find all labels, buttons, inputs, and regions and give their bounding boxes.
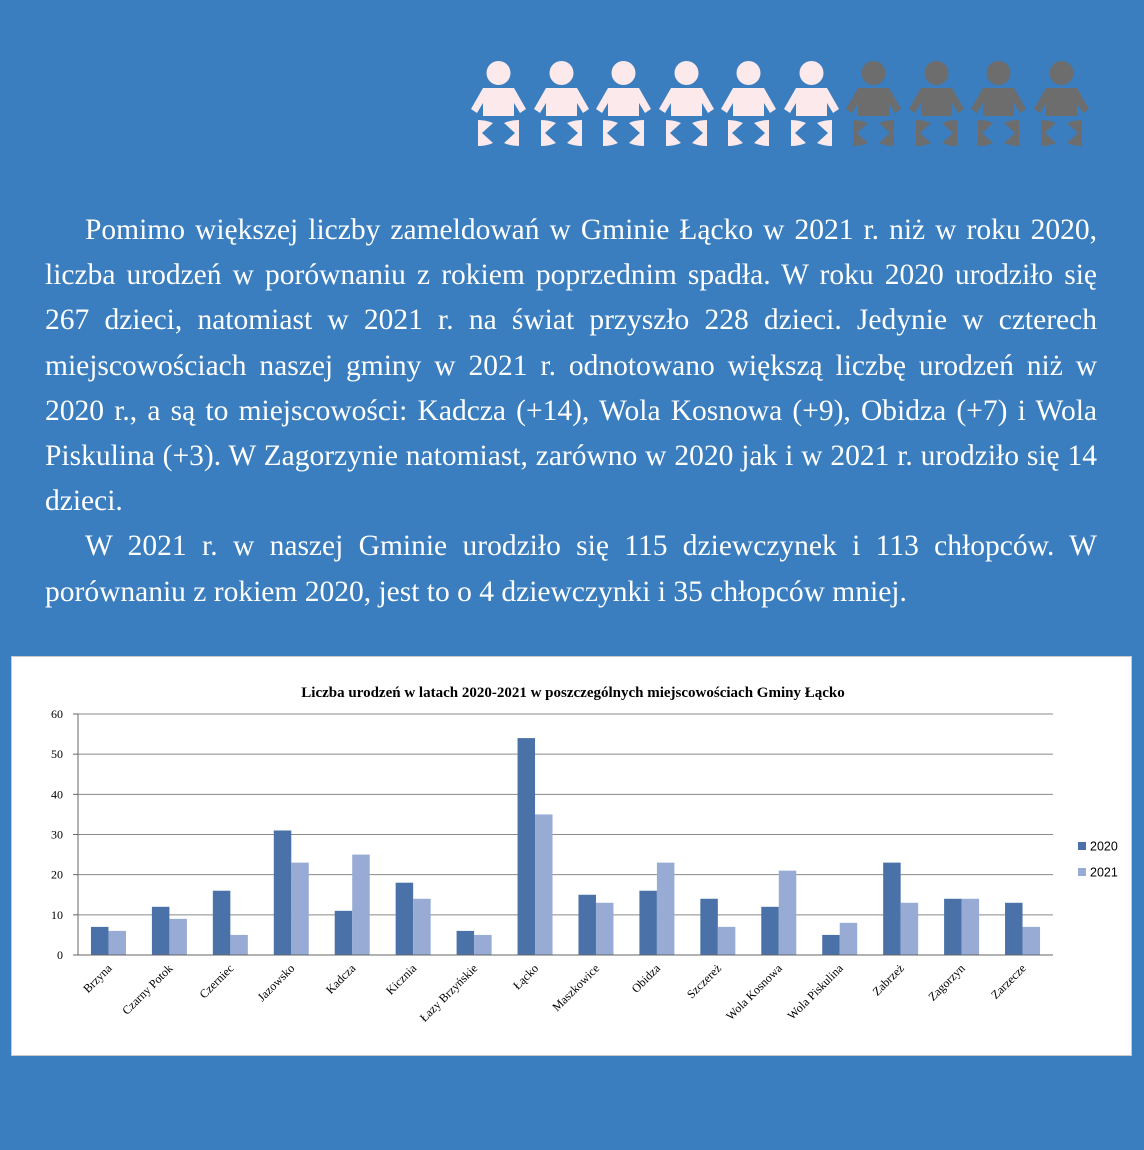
baby-icon [593,58,654,152]
bar-2020 [700,899,718,955]
x-tick-label: Szczereż [683,961,724,1002]
x-tick-label: Obidza [628,961,664,996]
x-tick-label: Jazowsko [254,961,298,1005]
chart-title: Liczba urodzeń w latach 2020-2021 w poszczególnych miejscowościach Gminy Łącko [301,685,845,701]
bar-2021 [535,814,553,955]
bar-2020 [518,738,536,955]
paragraph-1: Pomimo większej liczby zameldowań w Gminie Łącko w 2021 r. niż w roku 2020, liczba urodzeń w porównaniu z rokiem poprzednim spadła. W roku 2020 urodziło się 267 dzieci, natomiast w 2021 r. na świat przyszło 228 dzieci. Jedynie w czterech miejscowościach naszej gminy w 2021 r. odnotowano większą liczbę urodzeń niż w 2020 r., a są to miejscowości: Kadcza (+14), Wola Kosnowa (+9), Obidza (+7) i Wola Piskulina (+3). W Zagorzynie natomiast, zarówno w 2020 jak i w 2021 r. urodziło się 14 dzieci. [45,214,1097,518]
x-tick-label: Łazy Brzyńskie [416,961,481,1025]
bar-2021 [291,863,309,955]
y-tick-label: 50 [51,747,63,762]
bar-2021 [474,935,492,955]
x-tick-label: Wola Kosnowa [723,961,785,1023]
y-tick-label: 30 [51,827,63,842]
y-tick-label: 20 [51,867,63,882]
baby-icon [718,58,779,152]
bar-2020 [1005,903,1023,955]
bar-2021 [779,871,797,955]
baby-icon [531,58,592,152]
x-tick-label: Maszkowice [549,961,603,1015]
bar-2021 [718,927,736,955]
bar-2020 [274,830,292,955]
bar-2020 [883,863,901,955]
bar-2021 [230,935,248,955]
y-tick-label: 0 [57,948,63,962]
x-tick-label: Kadcza [322,961,359,997]
bar-2021 [596,903,614,955]
baby-icon [968,58,1029,152]
x-tick-label: Łącko [510,961,542,993]
bar-2021 [840,923,858,955]
x-tick-label: Czerniec [196,961,237,1002]
text-block [45,208,1097,615]
baby-icon [843,58,904,152]
paragraph-2: W 2021 r. w naszej Gminie urodziło się 115 dziewczynek i 113 chłopców. W porównaniu z rokiem 2020, jest to o 4 dziewczynki i 35 chłopców mniej. [45,530,1097,608]
bar-2020 [213,891,231,955]
legend-swatch [1078,868,1086,876]
bar-2020 [396,883,414,955]
bar-2020 [639,891,657,955]
x-tick-label: Zagorzyn [925,961,968,1004]
bar-2020 [944,899,962,955]
bar-2021 [657,863,675,955]
baby-icon [1031,58,1092,152]
legend-label: 2021 [1090,865,1118,880]
baby-icon [781,58,842,152]
legend-swatch [1078,842,1086,850]
bar-2021 [108,931,126,955]
chart-panel [11,656,1132,1056]
bar-2021 [413,899,431,955]
x-tick-label: Zarzecze [988,961,1029,1002]
x-tick-label: Wola Piskulina [784,961,846,1023]
y-tick-label: 10 [51,907,63,922]
bar-2021 [1023,927,1041,955]
bar-2021 [169,919,187,955]
x-tick-label: Kicznia [382,961,420,998]
y-tick-label: 40 [51,787,63,802]
x-tick-label: Zabrzeż [869,961,907,999]
bar-2020 [457,931,475,955]
bar-2020 [761,907,779,955]
baby-icons-row [468,58,1092,152]
bar-2020 [335,911,353,955]
bar-chart [12,657,1131,1055]
baby-icon [906,58,967,152]
baby-icon [656,58,717,152]
x-tick-label: Brzyna [80,961,115,996]
legend-label: 2020 [1090,839,1118,854]
bar-2021 [352,855,370,955]
bar-2020 [822,935,840,955]
x-tick-label: Czarny Potok [119,961,176,1018]
bar-2020 [578,895,596,955]
bar-2021 [962,899,980,955]
y-tick-label: 60 [51,707,63,721]
bar-2021 [901,903,919,955]
bar-2020 [152,907,170,955]
bar-2020 [91,927,109,955]
baby-icon [468,58,529,152]
